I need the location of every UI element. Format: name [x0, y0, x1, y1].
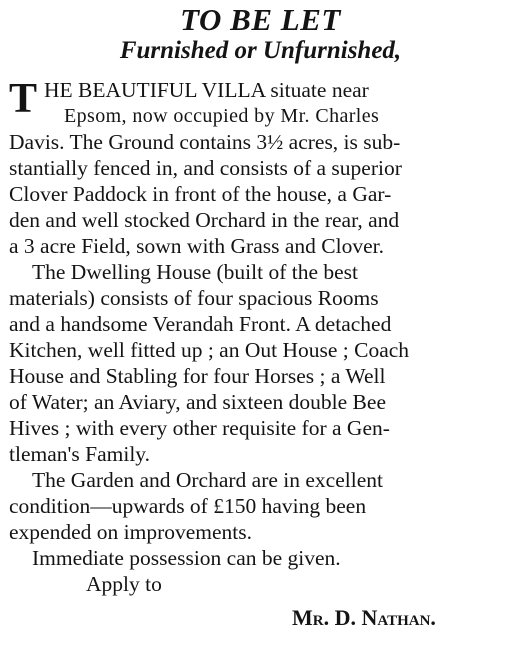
ad-line: Davis. The Ground contains 3½ acres, is sub-: [9, 130, 401, 154]
ad-line: and a handsome Verandah Front. A detached: [9, 312, 392, 336]
ad-line: of Water; an Aviary, and sixteen double Bee: [9, 390, 386, 414]
ad-line: Apply to: [86, 572, 162, 596]
ad-subtitle: Furnished or Unfurnished,: [119, 37, 402, 64]
ad-line: condition—upwards of £150 having been: [9, 494, 367, 518]
ad-line: The Garden and Orchard are in excellent: [32, 468, 383, 492]
ad-line: den and well stocked Orchard in the rear, and: [9, 208, 400, 232]
drop-cap: T: [9, 76, 38, 122]
ad-line: Clover Paddock in front of the house, a Gar-: [9, 182, 392, 206]
advertiser-signature: Mr. D. Nathan.: [292, 605, 436, 630]
ad-line: House and Stabling for four Horses ; a Well: [9, 364, 386, 388]
ad-line: Epsom, now occupied by Mr. Charles: [64, 105, 380, 127]
ad-line: materials) consists of four spacious Rooms: [9, 286, 379, 310]
ad-line: expended on improvements.: [9, 520, 253, 544]
ad-line: a 3 acre Field, sown with Grass and Clover.: [9, 234, 384, 258]
ad-line: Hives ; with every other requisite for a Gen-: [9, 416, 390, 440]
ad-line: Immediate possession can be given.: [32, 546, 341, 570]
ad-line: tleman's Family.: [9, 442, 151, 466]
ad-line: HE BEAUTIFUL VILLA situate near: [44, 78, 369, 102]
ad-line: The Dwelling House (built of the best: [32, 260, 359, 284]
ad-title: TO BE LET: [180, 2, 341, 37]
ad-line: stantially fenced in, and consists of a superior: [9, 156, 402, 180]
ad-line: Kitchen, well fitted up ; an Out House ; Coach: [9, 338, 410, 362]
